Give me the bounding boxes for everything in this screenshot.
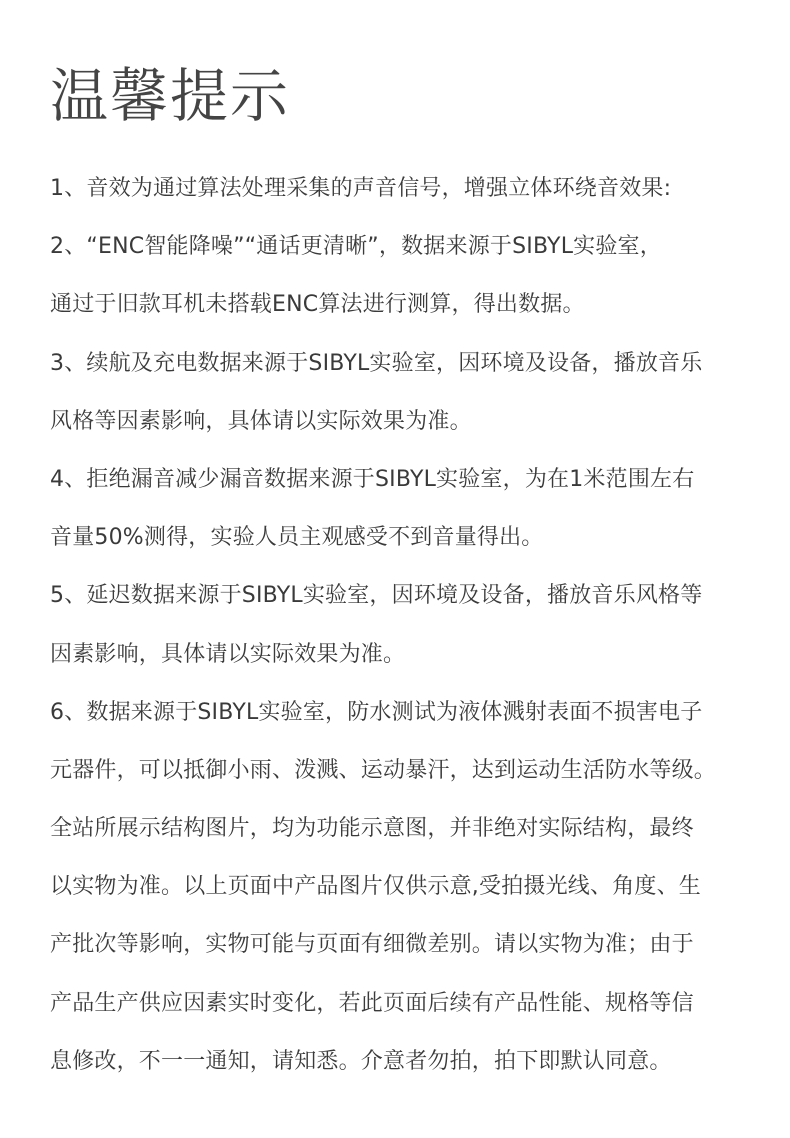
notice-line: 以实物为准。以上页面中产品图片仅供示意,受拍摄光线、角度、生 [50, 874, 701, 900]
notice-line: 3、续航及充电数据来源于SIBYL实验室，因环境及设备，播放音乐 [50, 350, 703, 376]
notice-line: 元器件，可以抵御小雨、泼溅、运动暴汗，达到运动生活防水等级。 [50, 757, 717, 783]
notice-line: 全站所展示结构图片，均为功能示意图，并非绝对实际结构，最终 [50, 816, 694, 842]
notice-line: 产批次等影响，实物可能与页面有细微差别。请以实物为准；由于 [50, 932, 694, 958]
notice-line: 6、数据来源于SIBYL实验室，防水测试为液体溅射表面不损害电子 [50, 699, 703, 725]
notice-line: 4、拒绝漏音减少漏音数据来源于SIBYL实验室，为在1米范围左右 [50, 466, 695, 492]
notice-line: 1、音效为通过算法处理采集的声音信号，增强立体环绕音效果: [50, 176, 672, 201]
notice-line: 2、“ENC智能降噪”“通话更清晰”，数据来源于SIBYL实验室， [50, 234, 662, 260]
notice-line: 风格等因素影响，具体请以实际效果为准。 [50, 408, 472, 434]
notice-line: 音量50%测得，实验人员主观感受不到音量得出。 [50, 525, 544, 551]
notice-body [50, 160, 770, 1091]
page-title: 温馨提示 [50, 62, 291, 130]
notice-line: 产品生产供应因素实时变化，若此页面后续有产品性能、规格等信 [50, 990, 694, 1016]
notice-line: 息修改，不一一通知，请知悉。介意者勿拍，拍下即默认同意。 [50, 1048, 672, 1074]
notice-line: 因素影响，具体请以实际效果为准。 [50, 641, 406, 667]
notice-line: 通过于旧款耳机未搭载ENC算法进行测算，得出数据。 [50, 292, 585, 318]
notice-line: 5、延迟数据来源于SIBYL实验室，因环境及设备，播放音乐风格等 [50, 583, 703, 609]
